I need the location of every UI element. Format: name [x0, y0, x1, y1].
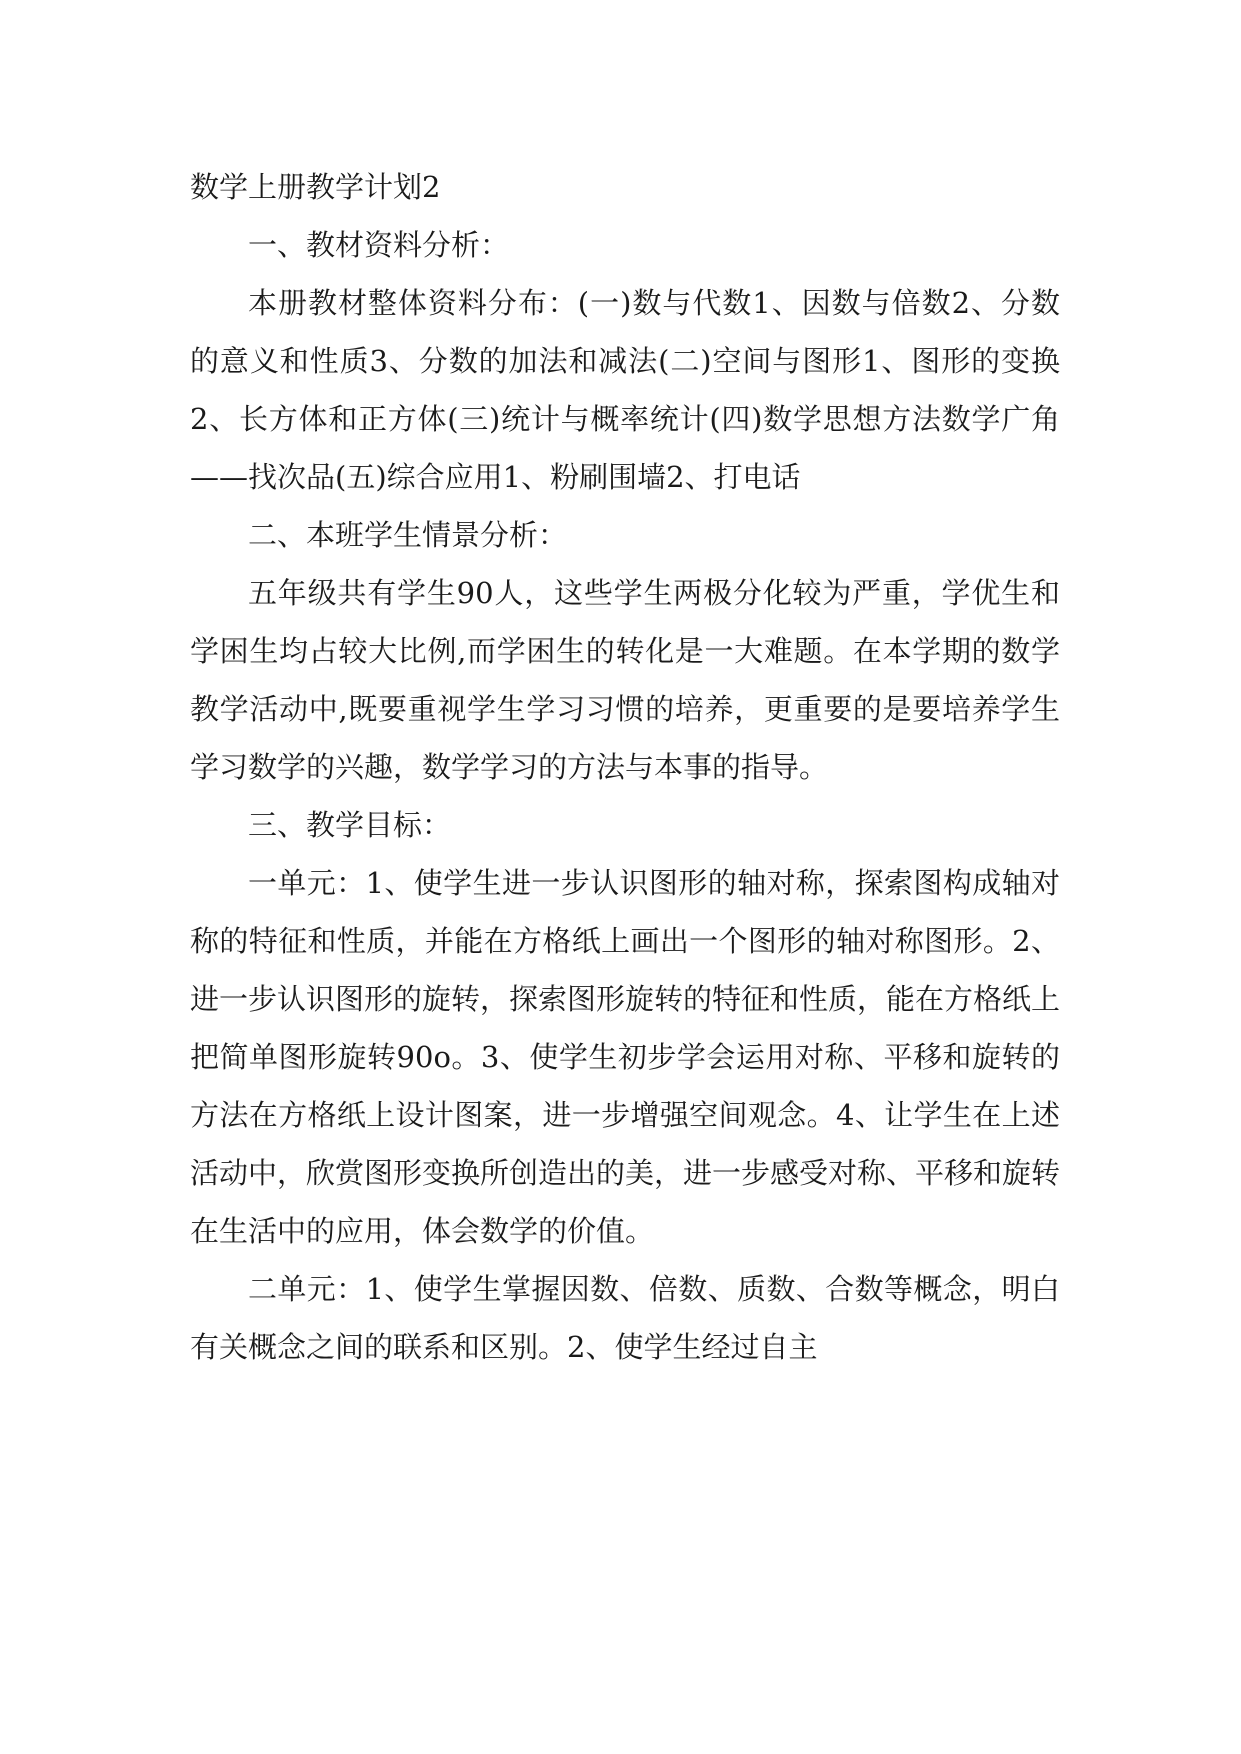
document-page: [190, 158, 1060, 1376]
paragraph-materials-distribution: 本册教材整体资料分布：(一)数与代数1、因数与倍数2、分数的意义和性质3、分数的加法和减法(二)空间与图形1、图形的变换2、长方体和正方体(三)统计与概率统计(四)数学思想方法数学广角——找次品(五)综合应用1、粉刷围墙2、打电话: [190, 286, 1060, 494]
section-heading-materials: 一、教材资料分析：: [248, 228, 510, 262]
paragraph-class-analysis: 五年级共有学生90人，这些学生两极分化较为严重，学优生和学困生均占较大比例,而学困生的转化是一大难题。在本学期的数学教学活动中,既要重视学生学习习惯的培养，更重要的是要培养学生学习数学的兴趣，数学学习的方法与本事的指导。: [190, 576, 1060, 784]
paragraph-unit-two: 二单元：1、使学生掌握因数、倍数、质数、合数等概念，明白有关概念之间的联系和区别。2、使学生经过自主: [190, 1272, 1060, 1364]
paragraph-unit-one: 一单元：1、使学生进一步认识图形的轴对称，探索图构成轴对称的特征和性质，并能在方格纸上画出一个图形的轴对称图形。2、进一步认识图形的旋转，探索图形旋转的特征和性质，能在方格纸上把简单图形旋转90o。3、使学生初步学会运用对称、平移和旋转的方法在方格纸上设计图案，进一步增强空间观念。4、让学生在上述活动中，欣赏图形变换所创造出的美，进一步感受对称、平移和旋转在生活中的应用，体会数学的价值。: [190, 866, 1061, 1248]
document-title: 数学上册教学计划2: [190, 170, 441, 204]
section-heading-teaching-goals: 三、教学目标：: [248, 808, 452, 842]
section-heading-class-analysis: 二、本班学生情景分析：: [248, 518, 568, 552]
